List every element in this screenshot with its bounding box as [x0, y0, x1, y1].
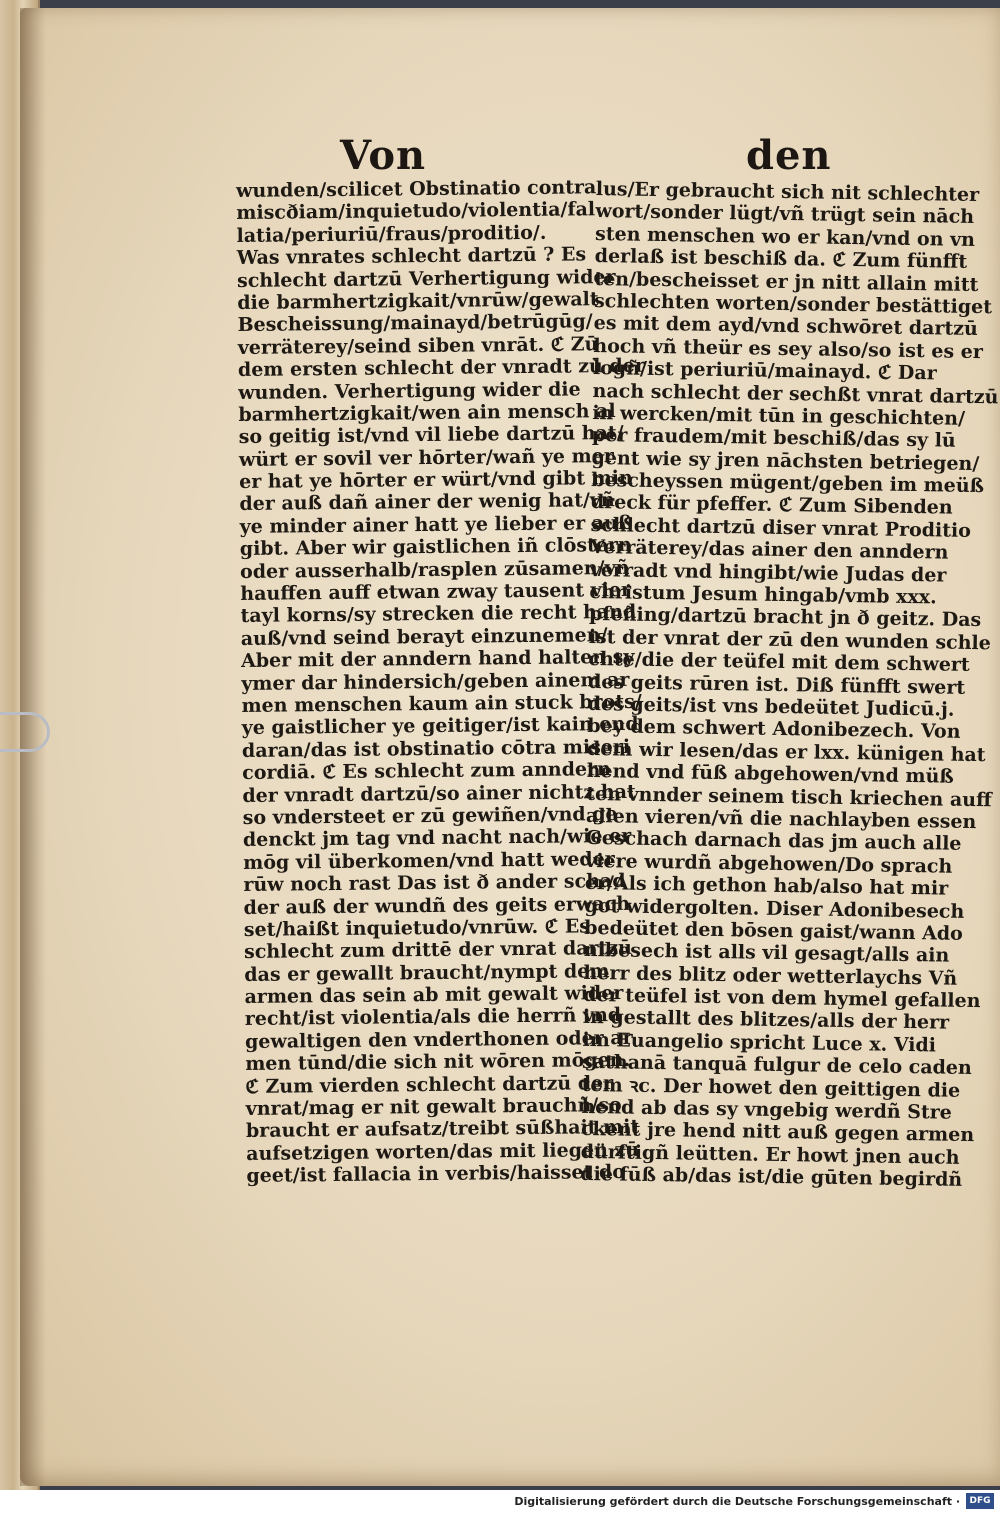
text-line: nibesech ist alls vil gesagt/alls ain	[583, 939, 950, 967]
text-line: dürftigñ leütten. Er howt jnen auch	[580, 1140, 960, 1169]
text-line: verräterey/seind siben vnrāt. ℭ Zū	[237, 332, 599, 359]
text-line: die barmhertzigkait/vnrūw/gewalt	[237, 288, 599, 314]
text-line: tayl korns/sy strecken die recht hand	[240, 601, 637, 628]
text-line: hend vnd fūß abgehowen/vnd müß	[586, 760, 954, 788]
text-line: der auß der wundñ des geits erwach	[243, 892, 631, 919]
text-line: ten vnnder seinem tisch kriechen auff	[586, 782, 992, 811]
text-line: ℭ Zum vierden schlecht dartzū der	[245, 1071, 614, 1098]
text-line: cordiā. ℭ Es schlecht zum anndern	[242, 758, 611, 785]
text-line: gent wie sy jren nāchsten betriegen/	[591, 446, 980, 475]
text-line: des geits/ist vns bedeütet Judicū.j.	[587, 692, 955, 721]
text-line: pfeñing/dartzū bracht jn ð geitz. Das	[588, 603, 982, 632]
text-line: viere wurdñ abgehowen/Do sprach	[585, 849, 953, 878]
text-line: herr des blitz oder wetterlaychs Vñ	[583, 961, 958, 990]
text-line: der teüfel ist von dem hymel gefallen	[582, 983, 981, 1013]
text-line: hoch vñ theür es sey also/so ist es er	[593, 334, 984, 363]
text-line: aufsetzigen worten/das mit liegen zū	[246, 1138, 640, 1165]
headword-left: Von	[340, 132, 427, 179]
text-line: men tūnd/die sich nit wōren mōgen.	[245, 1049, 631, 1076]
text-line: set/haißt inquietudo/vnrūw. ℭ Es	[243, 915, 591, 941]
text-line: ye gaistlicher ye geitiger/ist kain end	[241, 713, 639, 740]
text-line: barmhertzigkait/wen ain mensch al	[238, 399, 616, 426]
text-line: wunden/scilicet Obstinatio contra	[236, 176, 597, 202]
text-line: ten/bescheisset er jn nitt allain mitt	[594, 267, 979, 296]
text-line: dem ersten schlecht der vnradt zū der	[237, 354, 645, 382]
text-line: es mit dem ayd/vnd schwōret dartzū	[593, 312, 978, 341]
text-line: mōg vil überkomen/vnd hatt weder	[243, 847, 615, 874]
text-line: der auß dañ ainer der wenig hat/vñ	[239, 489, 615, 516]
text-line: er hat ye hōrter er würt/vnd gibt min	[239, 466, 633, 494]
text-line: er/Als ich gethon hab/also hat mir	[584, 872, 949, 900]
text-line: oder ausserhalb/rasplen zūsamen/vñ	[239, 556, 630, 583]
text-line: per fraudem/mit beschiß/das sy lū	[591, 424, 956, 452]
text-line: braucht er aufsatz/treibt sūßhait mit	[245, 1116, 640, 1143]
text-line: im Euangelio spricht Luce x. Vidi	[582, 1028, 937, 1057]
footer-bar	[0, 1490, 1000, 1513]
text-line: so geitig ist/vnd vil liebe dartzū hat/	[238, 422, 624, 449]
text-line: got widergolten. Diser Adonibesech	[584, 894, 965, 923]
text-line: Aber mit der anndern hand halten sy	[240, 646, 635, 673]
right-text-column	[580, 178, 1000, 1192]
text-line: die fūß ab/das ist/die gūten begirdñ	[580, 1163, 963, 1192]
text-line: des geits rūren ist. Diß fünfft swert	[587, 670, 966, 699]
text-line: men menschen kaum ain stuck brots/	[241, 690, 642, 717]
text-line: sten menschen wo er kan/vnd on vn	[594, 222, 976, 251]
text-line: allen vieren/vñ die nachlayben essen	[585, 804, 977, 833]
text-line: der vnradt dartzū/so ainer nichtz hat	[242, 780, 636, 807]
text-line: schlecht zum drittē der vnrat dartzū	[243, 937, 632, 964]
text-line: bescheyssen mügent/geben im meüß	[591, 469, 985, 498]
dfg-logo: DFG	[966, 1493, 994, 1509]
text-line: rūw noch rast Das ist ð ander schad	[243, 870, 626, 897]
text-line: logñ/ist periuriū/mainayd. ℭ Dar	[592, 357, 937, 385]
text-line: ye minder ainer hatt ye lieber er auß	[239, 511, 633, 538]
text-line: verradt vnd hingibt/wie Judas der	[589, 558, 947, 587]
text-line: latia/periuriū/fraus/proditio/.	[236, 221, 547, 247]
funding-notice: Digitalisierung gefördert durch die Deutsche Forschungsgemeinschaft ·	[514, 1495, 960, 1508]
paper-clip	[0, 712, 50, 752]
text-line: bedeütet den bōsen gaist/wann Ado	[584, 916, 963, 945]
text-line: wunden. Verhertigung wider die	[238, 377, 581, 404]
text-line: derlaß ist beschiß da. ℭ Zum fünfft	[594, 245, 968, 274]
text-line: gibt. Aber wir gaistlichen iñ clōstern	[239, 534, 632, 561]
text-line: wort/sonder lügt/vñ trügt sein nāch	[595, 200, 975, 229]
text-line: gewaltigen den vnderthonen oder ar	[244, 1026, 633, 1053]
text-line: armen das sein ab mit gewalt wider	[244, 982, 624, 1009]
text-line: dem wir lesen/das er lxx. künigen hat	[586, 737, 986, 766]
text-line: schlecht dartzū Verhertigung wider	[236, 265, 616, 292]
text-line: hauffen auff etwan zway tausent vier	[240, 578, 632, 606]
text-line: daran/das ist obstinatio cōtra miseri	[241, 735, 631, 762]
text-line: auß/vnd seind berayt einzunemen/	[240, 623, 608, 650]
text-line: recht/ist violentia/als die herrñ vnd	[244, 1004, 622, 1031]
text-line: hend ab das sy vngebig werdñ Stre	[581, 1095, 953, 1124]
text-line: ckent jre hend nitt auß gegen armen	[580, 1118, 975, 1147]
text-line: denckt jm tag vnd nacht nach/wie er	[242, 825, 632, 852]
text-line: ist der vnrat der zū den wunden schle	[588, 625, 991, 655]
text-line: Bescheissung/mainayd/betrūgūg/	[237, 310, 593, 337]
text-line: so vndersteet er zū gewiñen/vnd ge	[242, 802, 618, 829]
text-line: in gestallt des blitzes/alls der herr	[582, 1006, 950, 1035]
text-line: sathanā tanquā fulgur de celo caden	[581, 1051, 972, 1080]
text-line: bey dem schwert Adonibezech. Von	[587, 715, 961, 744]
text-line: schlecht dartzū diser vnrat Proditio	[590, 513, 972, 542]
text-line: chte/die der teüfel mit dem schwert	[588, 648, 970, 677]
text-line: miscðiam/inquietudo/violentia/fal	[236, 198, 596, 225]
text-line: Verräterey/das ainer den anndern	[590, 536, 949, 564]
text-line: dreck für pfeffer. ℭ Zum Sibenden	[590, 491, 953, 520]
text-line: in wercken/mit tūn in geschichten/	[592, 401, 966, 430]
text-line: christum Jesum hingab/vmb xxx.	[589, 580, 937, 609]
text-line: Geschach darnach das jm auch alle	[585, 827, 962, 856]
text-line: nach schlecht der sechßt vnrat dartzū	[592, 379, 999, 408]
text-line: würt er sovil ver hōrter/wañ ye mer	[238, 444, 614, 471]
text-line: lus/Er gebraucht sich nit schlechter	[595, 178, 980, 207]
headword-right: den	[746, 132, 832, 179]
text-line: das er gewallt braucht/nympt dem	[244, 959, 610, 986]
text-line: schlechten worten/sonder bestättiget	[593, 289, 993, 319]
text-line: Was vnrates schlecht dartzū ? Es	[236, 243, 587, 270]
text-line: geet/ist fallacia in verbis/haisset do	[246, 1161, 626, 1188]
text-line: ymer dar hindersich/geben ainem ar	[241, 668, 630, 695]
text-line: vnrat/mag er nit gewalt brauchñ/so	[245, 1094, 622, 1120]
text-line: tem ꝛc. Der howet den geittigen die	[581, 1073, 961, 1102]
